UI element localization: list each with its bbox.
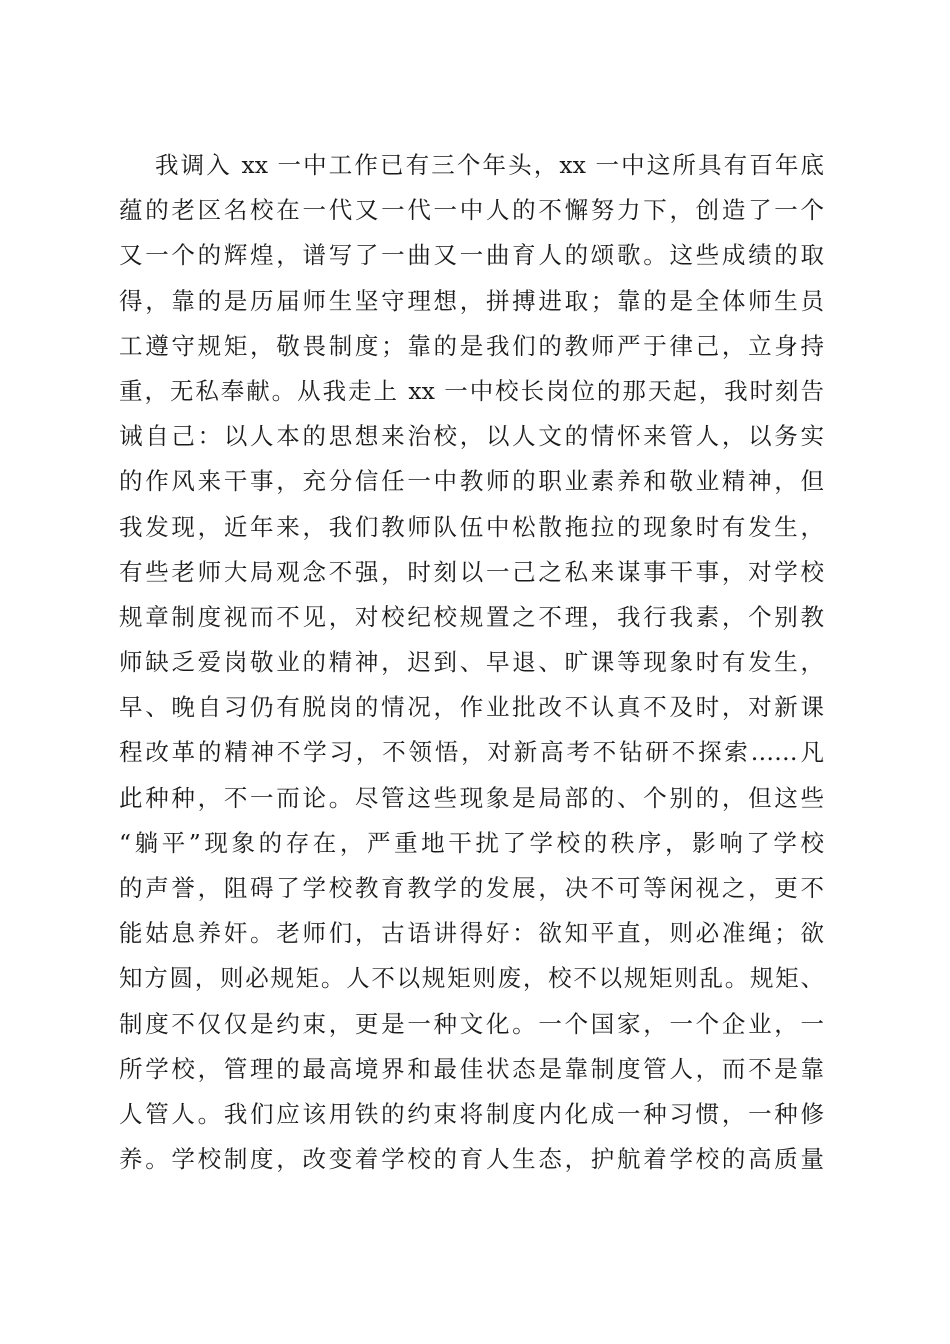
text-line: 知方圆，则必规矩。人不以规矩则废，校不以规矩则乱。规矩、 <box>119 964 824 993</box>
text-line: 人管人。我们应该用铁的约束将制度内化成一种习惯，一种修 <box>119 1099 824 1128</box>
text-line: 工遵守规矩，敬畏制度；靠的是我们的教师严于律己，立身持 <box>119 331 824 360</box>
text-line: 早、晚自习仍有脱岗的情况，作业批改不认真不及时，对新课 <box>119 693 824 722</box>
text-line: 的声誉，阻碍了学校教育教学的发展，决不可等闲视之，更不 <box>119 874 824 902</box>
text-line: 我调入 xx 一中工作已有三个年头，xx 一中这所具有百年底 <box>155 151 824 179</box>
text-line: 能姑息养奸。老师们，古语讲得好：欲知平直，则必准绳；欲 <box>119 919 824 948</box>
text-line: 的作风来干事，充分信任一中教师的职业素养和敬业精神，但 <box>119 467 824 496</box>
text-line: 诫自己：以人本的思想来治校，以人文的情怀来管人，以务实 <box>119 422 824 451</box>
text-line: 所学校，管理的最高境界和最佳状态是靠制度管人，而不是靠 <box>119 1054 824 1083</box>
text-line: 得，靠的是历届师生坚守理想，拼搏进取；靠的是全体师生员 <box>119 286 824 315</box>
text-line: 养。学校制度，改变着学校的育人生态，护航着学校的高质量 <box>119 1145 824 1174</box>
text-line: 有些老师大局观念不强，时刻以一己之私来谋事干事，对学校 <box>119 557 824 586</box>
text-line: 蕴的老区名校在一代又一代一中人的不懈努力下，创造了一个 <box>119 196 824 225</box>
text-line: 师缺乏爱岗敬业的精神，迟到、早退、旷课等现象时有发生， <box>119 648 824 677</box>
text-line: 此种种，不一而论。尽管这些现象是局部的、个别的，但这些 <box>119 783 824 812</box>
text-line: 又一个的辉煌，谱写了一曲又一曲育人的颂歌。这些成绩的取 <box>119 241 824 270</box>
body-paragraph <box>119 143 824 1182</box>
text-line: 我发现，近年来，我们教师队伍中松散拖拉的现象时有发生， <box>119 512 824 541</box>
text-line: 程改革的精神不学习，不领悟，对新高考不钻研不探索……凡 <box>119 738 824 767</box>
text-line: “躺平”现象的存在，严重地干扰了学校的秩序，影响了学校 <box>119 828 824 857</box>
text-line: 重，无私奉献。从我走上 xx 一中校长岗位的那天起，我时刻告 <box>119 376 824 405</box>
text-line: 规章制度视而不见，对校纪校规置之不理，我行我素，个别教 <box>119 602 824 631</box>
text-line: 制度不仅仅是约束，更是一种文化。一个国家，一个企业，一 <box>119 1009 824 1038</box>
